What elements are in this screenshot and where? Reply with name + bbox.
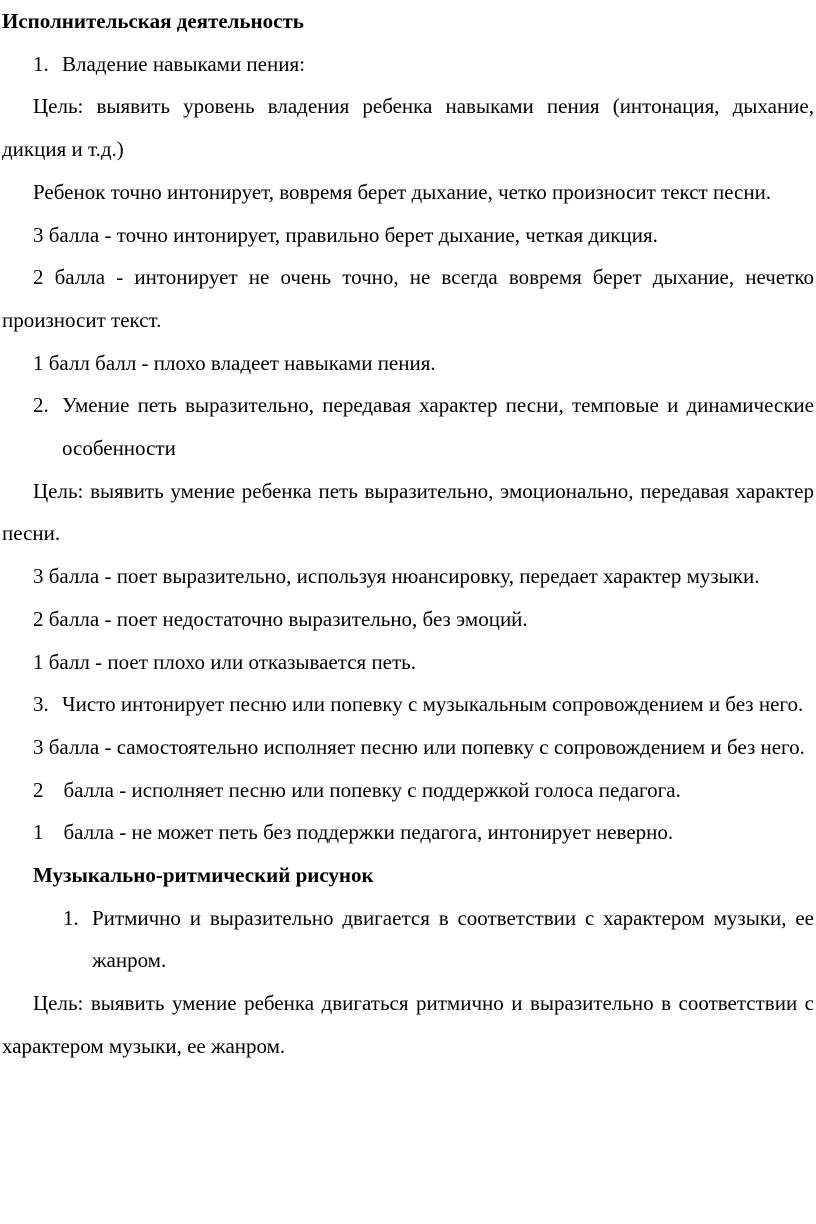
list-item-rhythmic-movement (2, 897, 814, 982)
paragraph-score-3: 3 балла - самостоятельно исполняет песню или попевку с сопровождением и без него. (33, 734, 805, 759)
score-text: балла - не может петь без поддержки педагога, интонирует неверно. (63, 820, 674, 845)
list-item-pure-intonation (2, 683, 814, 726)
paragraph-score-3: 3 балла - поет выразительно, используя нюансировку, передает характер музыки. (33, 564, 760, 589)
paragraph-goal: Цель: выявить умение ребенка петь выразительно, эмоционально, передавая характер песни. (2, 478, 814, 546)
section-heading-rhythm: Музыкально-ритмический рисунок (33, 863, 374, 888)
paragraph-score-2: 2 балла - поет недостаточно выразительно, без эмоций. (33, 606, 528, 631)
document-page (2, 0, 814, 1068)
paragraph-score-2 (2, 769, 814, 812)
score-number: 2 (33, 777, 44, 802)
paragraph-score-1: 1 балл балл - плохо владеет навыками пения. (33, 350, 436, 375)
section-heading-performance: Исполнительская деятельность (2, 9, 304, 33)
score-text: балла - исполняет песню или попевку с поддержкой голоса педагога. (63, 777, 681, 802)
list-number: 1. (63, 905, 79, 930)
paragraph-description: Ребенок точно интонирует, вовремя берет дыхание, четко произносит текст песни. (33, 179, 772, 204)
score-number: 1 (33, 820, 44, 845)
list-number: 1. (33, 51, 49, 76)
list-item-text: Чисто интонирует песню или попевку с музыкальным сопровождением и без него. (62, 692, 804, 717)
paragraph-goal: Цель: выявить умение ребенка двигаться ритмично и выразительно в соответствии с характером музыки, ее жанром. (2, 991, 814, 1058)
list-item-text: Владение навыками пения: (62, 51, 305, 76)
list-item-singing-skills (2, 43, 814, 86)
list-item-text: Умение петь выразительно, передавая характер песни, темповые и динамические особенности (62, 393, 814, 461)
list-number: 3. (33, 692, 49, 717)
paragraph-score-1: 1 балл - поет плохо или отказывается петь. (33, 649, 417, 674)
list-item-expressive-singing (2, 384, 814, 469)
paragraph-score-3: 3 балла - точно интонирует, правильно берет дыхание, четкая дикция. (33, 222, 658, 247)
paragraph-score-1 (2, 811, 814, 854)
list-item-text: Ритмично и выразительно двигается в соответствии с характером музыки, ее жанром. (92, 905, 814, 973)
list-number: 2. (33, 393, 49, 418)
paragraph-score-2: 2 балла - интонирует не очень точно, не всегда вовремя берет дыхание, нечетко произносит текст. (2, 265, 814, 332)
paragraph-goal: Цель: выявить уровень владения ребенка навыками пения (интонация, дыхание, дикция и т.д.) (2, 94, 814, 162)
